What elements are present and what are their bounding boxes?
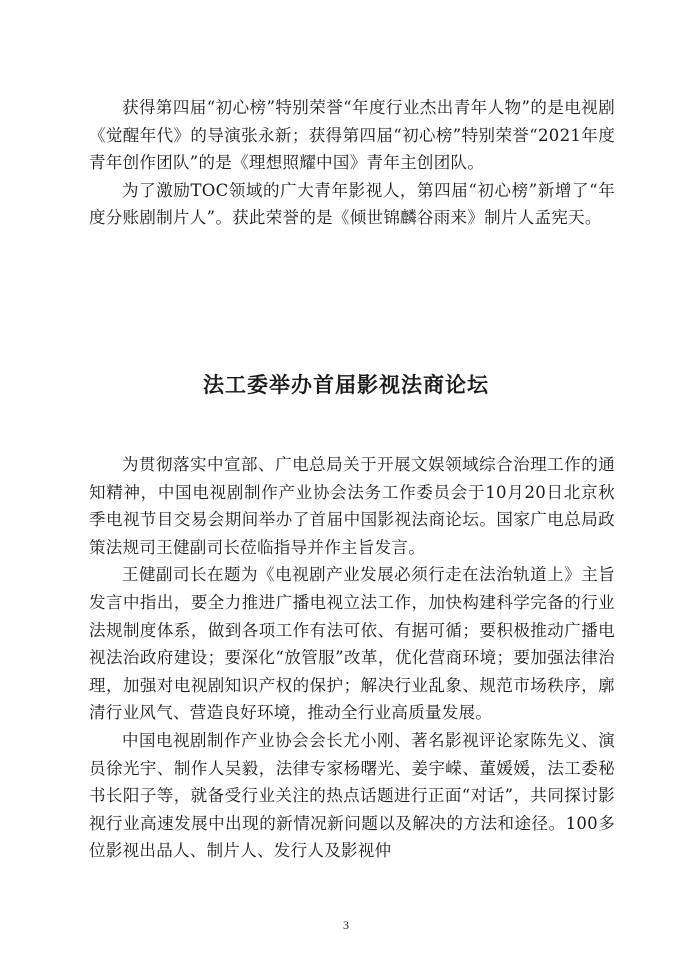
section-title: 法工委举办首届影视法商论坛 [203,372,489,397]
paragraph-forum-intro: 为贯彻落实中宣部、广电总局关于开展文娱领域综合治理工作的通知精神，中国电视剧制作产业协会法务工作委员会于10月20日北京秋季电视节目交易会期间举办了首届中国影视法商论坛。国家广电总局政策法规司王健副司长莅临指导并作主旨发言。 [89,455,615,557]
paragraph-keynote: 王健副司长在题为《电视剧产业发展必须行走在法治轨道上》主旨发言中指出，要全力推进广播电视立法工作，加快构建科学完备的行业法规制度体系，做到各项工作有法可依、有据可循；要积极推动广播电视法治政府建设；要深化“放管服”改革，优化营商环境；要加强法律治理，加强对电视剧知识产权的保护；解决行业乱象、规范市场秩序，廓清行业风气、营造良好环境，推动全行业高质量发展。 [89,565,615,723]
forum-text-block [89,451,615,865]
paragraph-honor-awards: 获得第四届“初心榜”特别荣誉“年度行业杰出青年人物”的是电视剧《觉醒年代》的导演张永新；获得第四届“初心榜”特别荣誉“2021年度青年创作团队”的是《理想照耀中国》青年主创团队。 [89,98,615,173]
page-number: 3 [343,918,349,932]
paragraph-dialogue: 中国电视剧制作产业协会会长尤小刚、著名影视评论家陈先义、演员徐光宇、制作人吴毅，法律专家杨曙光、姜宇嵘、董媛媛，法工委秘书长阳子等，就备受行业关注的热点话题进行正面“对话”，共同探讨影视行业高速发展中出现的新情况新问题以及解决的方法和途径。100多位影视出品人、制片人、发行人及影视仲 [89,730,615,861]
paragraph-new-award: 为了激励TOC领域的广大青年影视人，第四届“初心榜”新增了“年度分账剧制片人”。获此荣誉的是《倾世锦麟谷雨来》制片人孟宪天。 [89,180,615,228]
intro-text-block [89,94,615,232]
